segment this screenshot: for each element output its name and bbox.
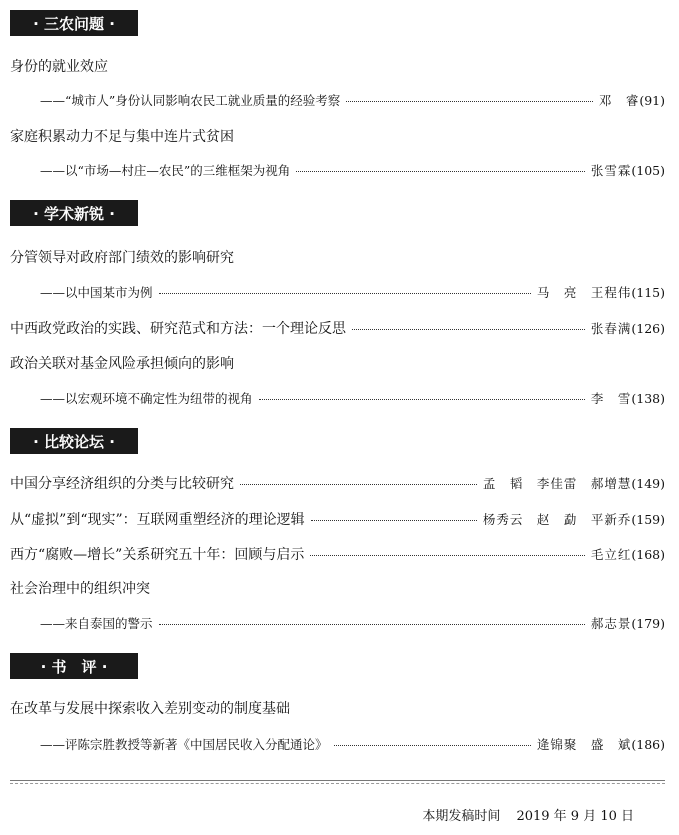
article-subtitle-row	[40, 91, 665, 109]
publication-date	[422, 805, 634, 824]
article-subtitle: ——以“市场—村庄—农民”的三维框架为视角	[40, 163, 291, 178]
article-authors: 逄锦聚 盛 斌	[536, 737, 632, 752]
article-title: 家庭积累动力不足与集中连片式贫困	[10, 129, 234, 145]
page-number: (168)	[631, 547, 665, 562]
article-title: 中西政党政治的实践、研究范式和方法：一个理论反思	[10, 321, 346, 337]
article-title: 从“虚拟”到“现实”：互联网重塑经济的理论逻辑	[10, 512, 305, 528]
article-authors: 张春满	[590, 321, 632, 336]
dot-leader	[310, 555, 585, 556]
article-subtitle: ——以中国某市为例	[40, 285, 153, 300]
footer-divider-dashed	[10, 783, 665, 784]
article-title: 中国分享经济组织的分类与比较研究	[10, 476, 234, 492]
article-authors: 杨秀云 赵 勐 平新乔	[482, 512, 632, 527]
publication-date-value: 2019 年 9 月 10 日	[516, 809, 634, 824]
article-authors: 郝志景	[590, 616, 632, 631]
dot-leader	[346, 101, 593, 102]
article-title: 社会治理中的组织冲突	[10, 581, 150, 597]
article-title: 在改革与发展中探索收入差别变动的制度基础	[10, 701, 290, 717]
article-authors: 李 雪	[590, 391, 632, 406]
dot-leader	[259, 399, 585, 400]
article-subtitle-row	[40, 735, 665, 753]
page-number: (149)	[631, 476, 665, 491]
article-row	[10, 473, 665, 493]
publication-date-label: 本期发稿时间	[422, 809, 501, 824]
article-row	[10, 318, 665, 338]
article-title: 政治关联对基金风险承担倾向的影响	[10, 356, 234, 372]
section-header-bijiao: · 比较论坛 ·	[10, 428, 138, 454]
article-subtitle-row	[40, 614, 665, 632]
page-number: (115)	[631, 285, 665, 300]
article-authors: 孟 韬 李佳雷 郝增慧	[482, 476, 632, 491]
page-number: (186)	[631, 737, 665, 752]
article-subtitle-row	[40, 283, 665, 301]
article-title: 分管领导对政府部门绩效的影响研究	[10, 250, 234, 266]
article-title: 西方“腐败—增长”关系研究五十年：回顾与启示	[10, 547, 305, 563]
dot-leader	[334, 745, 531, 746]
section-header-xueshu: · 学术新锐 ·	[10, 200, 138, 226]
article-subtitle-row	[40, 389, 665, 407]
article-row	[10, 544, 665, 564]
article-authors: 马 亮 王程伟	[536, 285, 632, 300]
article-authors: 邓 睿	[598, 93, 640, 108]
article-subtitle: ——评陈宗胜教授等新著《中国居民收入分配通论》	[40, 737, 328, 752]
dot-leader	[296, 171, 585, 172]
article-subtitle: ——来自泰国的警示	[40, 616, 153, 631]
article-title: 身份的就业效应	[10, 59, 108, 75]
page-number: (105)	[631, 163, 665, 178]
page-number: (126)	[631, 321, 665, 336]
dot-leader	[352, 329, 585, 330]
page-number: (159)	[631, 512, 665, 527]
page-number: (91)	[639, 93, 665, 108]
dot-leader	[159, 624, 585, 625]
footer-divider	[10, 780, 665, 781]
dot-leader	[311, 520, 477, 521]
article-row	[10, 509, 665, 529]
article-subtitle-row	[40, 161, 665, 179]
section-header-shuping: · 书 评 ·	[10, 653, 138, 679]
article-subtitle: ——“城市人”身份认同影响农民工就业质量的经验考察	[40, 93, 341, 108]
dot-leader	[159, 293, 531, 294]
article-authors: 毛立红	[590, 547, 632, 562]
section-header-sannong: · 三农问题 ·	[10, 10, 138, 36]
article-authors: 张雪霖	[590, 163, 632, 178]
article-subtitle: ——以宏观环境不确定性为纽带的视角	[40, 391, 253, 406]
dot-leader	[240, 484, 477, 485]
page-number: (138)	[631, 391, 665, 406]
page-number: (179)	[631, 616, 665, 631]
